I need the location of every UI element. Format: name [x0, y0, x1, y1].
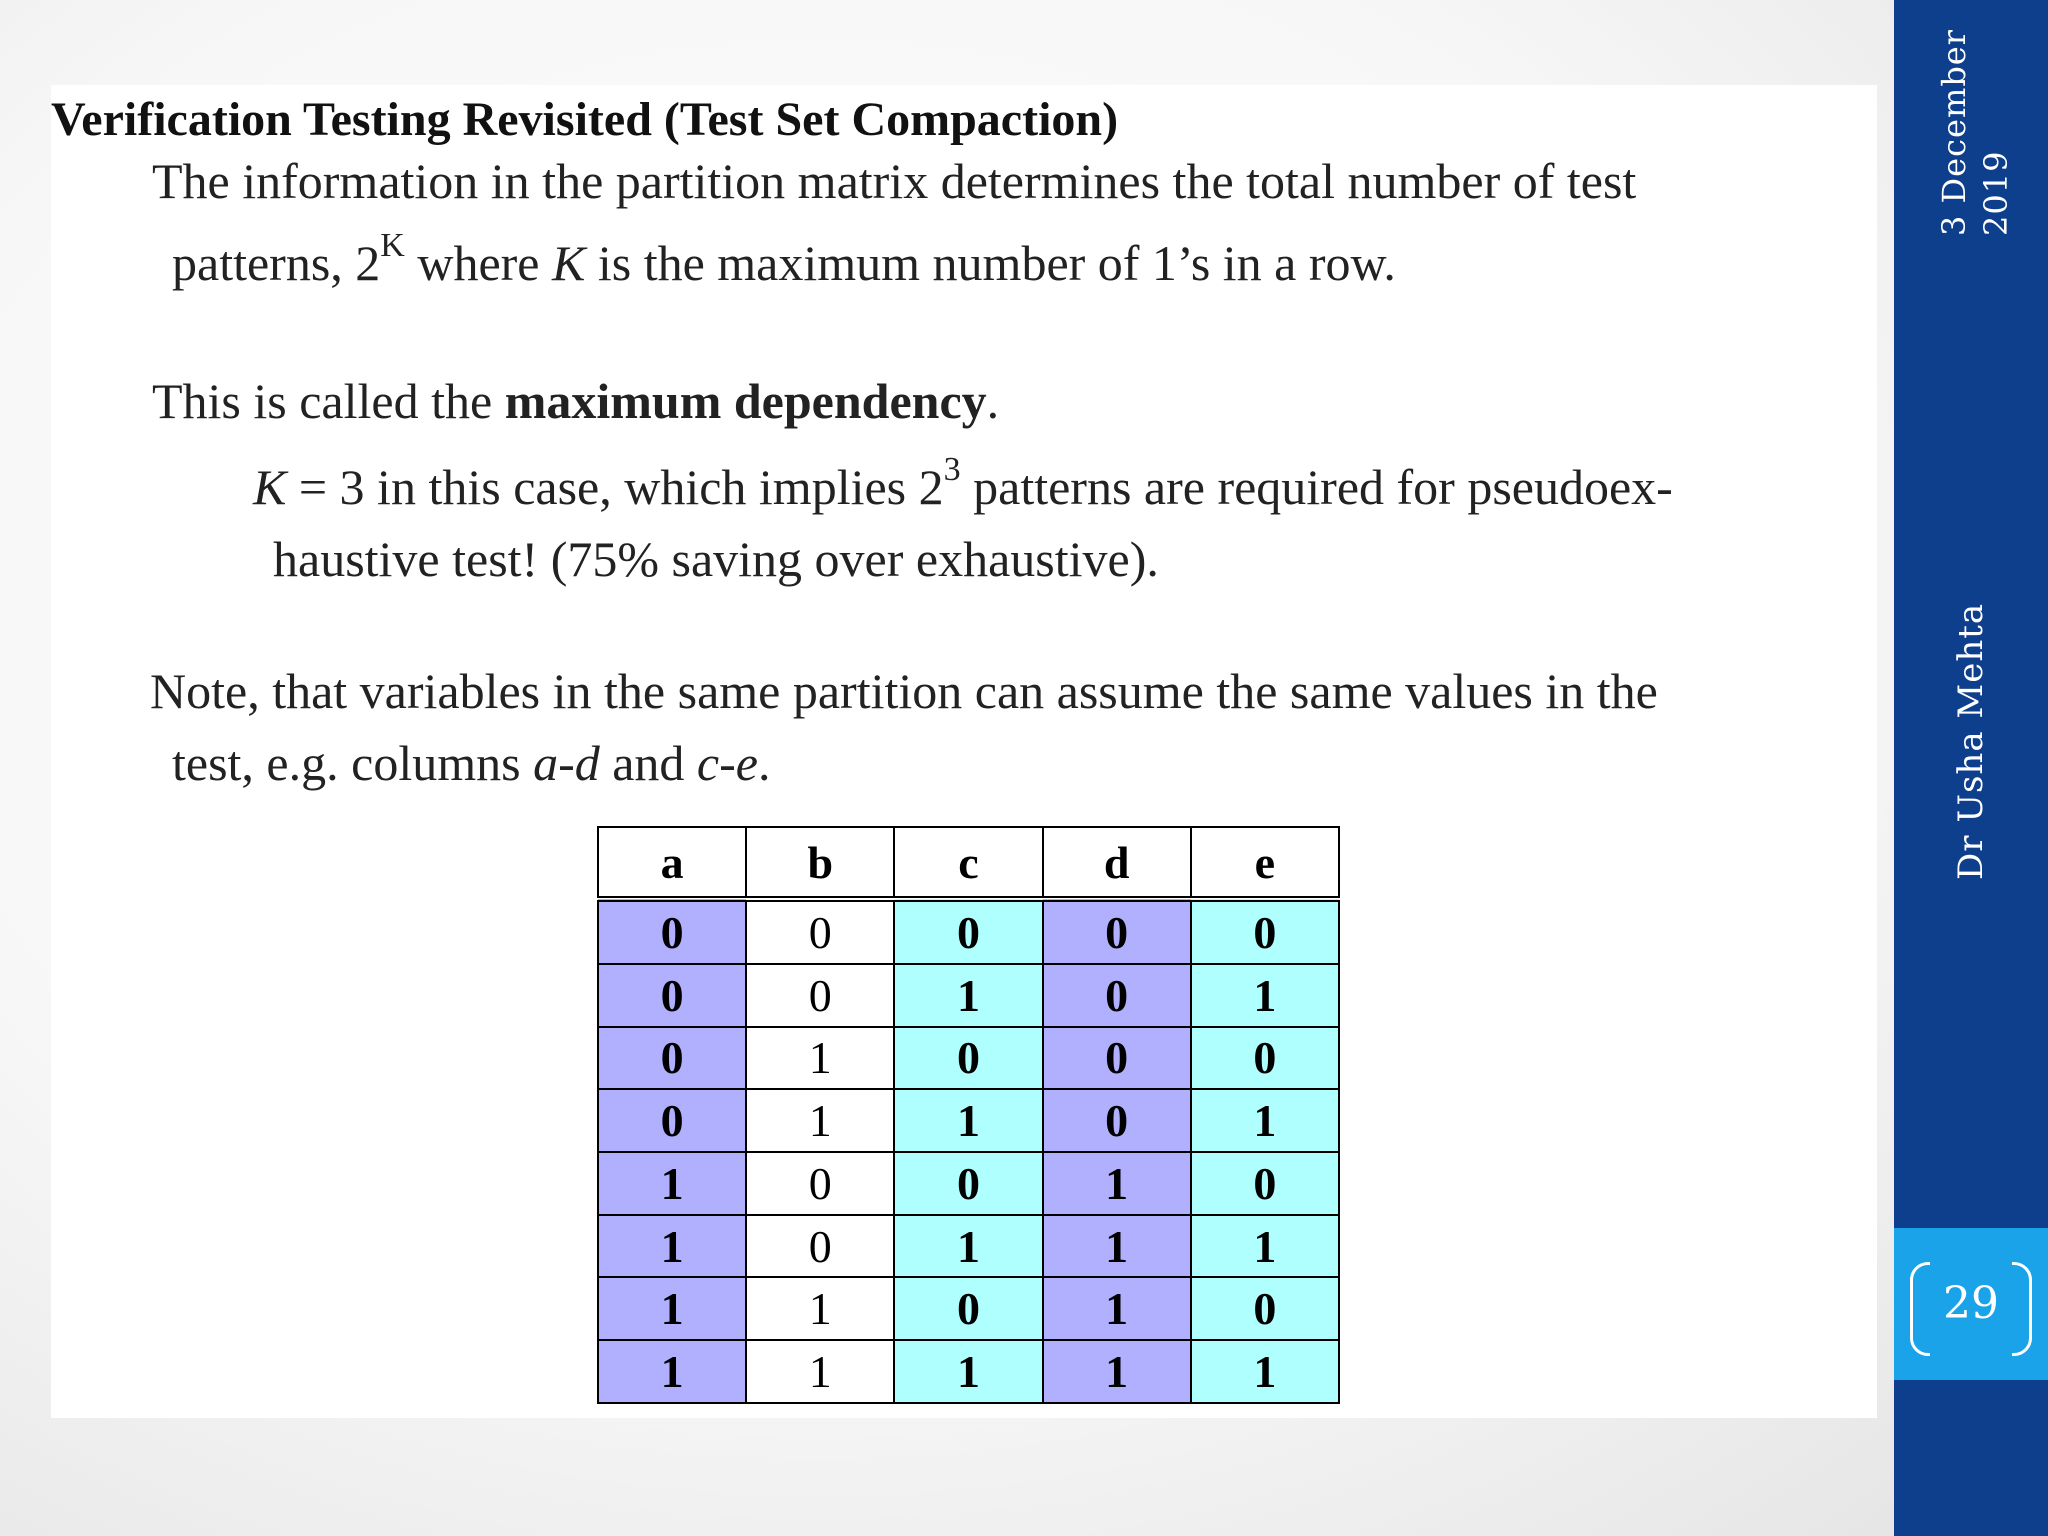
p3-superscript: 3 [943, 451, 961, 489]
sidebar-date-line-1: 3 December [1935, 28, 1973, 236]
partition-truth-table [597, 826, 1340, 1404]
table-cell-e: 1 [1191, 964, 1339, 1027]
sidebar-date-line-2: 2019 [1977, 150, 2015, 236]
paragraph-2 [152, 372, 999, 430]
sidebar-author: Dr Usha Mehta [1951, 602, 1991, 880]
column-header-e: e [1191, 827, 1339, 899]
paragraph-3-line-2: haustive test! (75% saving over exhaustive). [273, 531, 1159, 587]
table-row [598, 1340, 1339, 1403]
table-cell-e: 0 [1191, 1027, 1339, 1090]
table-cell-c: 0 [894, 899, 1042, 964]
column-header-d: d [1043, 827, 1191, 899]
p1-text-c: is the maximum number of 1’s in a row. [585, 235, 1396, 291]
table-cell-c: 0 [894, 1027, 1042, 1090]
p1-variable: K [552, 235, 586, 291]
paragraph-3-line-1 [253, 451, 1673, 516]
table-cell-b: 0 [746, 899, 894, 964]
table-cell-c: 0 [894, 1277, 1042, 1340]
table-cell-a: 1 [598, 1340, 746, 1403]
table-cell-e: 0 [1191, 899, 1339, 964]
table-cell-a: 1 [598, 1215, 746, 1278]
table-cell-b: 1 [746, 1027, 894, 1090]
table-cell-a: 0 [598, 1027, 746, 1090]
table-cell-b: 1 [746, 1277, 894, 1340]
table-cell-d: 0 [1043, 899, 1191, 964]
p3-text-b: patterns are required for pseudoex- [960, 459, 1673, 515]
table-cell-a: 1 [598, 1277, 746, 1340]
table-cell-e: 1 [1191, 1215, 1339, 1278]
table-cell-d: 1 [1043, 1215, 1191, 1278]
table-cell-b: 1 [746, 1340, 894, 1403]
table-cell-d: 0 [1043, 1089, 1191, 1152]
table-cell-e: 1 [1191, 1340, 1339, 1403]
p3-variable: K [253, 459, 287, 515]
table-cell-d: 1 [1043, 1152, 1191, 1215]
table-cell-b: 0 [746, 1152, 894, 1215]
table-row [598, 899, 1339, 964]
slide-title: Verification Testing Revisited (Test Set Compaction) [51, 93, 1119, 146]
table-row [598, 1215, 1339, 1278]
table-cell-a: 0 [598, 1089, 746, 1152]
paragraph-4-line-2 [172, 734, 770, 792]
p1-text-a: patterns, 2 [172, 235, 381, 291]
table-header-row [598, 827, 1339, 899]
p4-range-2: c-e [696, 735, 758, 791]
table-row [598, 1277, 1339, 1340]
table-cell-d: 1 [1043, 1340, 1191, 1403]
p1-text-b: where [404, 235, 552, 291]
column-header-a: a [598, 827, 746, 899]
p4-text-c: . [757, 735, 771, 791]
table-cell-b: 1 [746, 1089, 894, 1152]
table-row [598, 1152, 1339, 1215]
table-cell-c: 0 [894, 1152, 1042, 1215]
table-cell-a: 0 [598, 899, 746, 964]
p4-range-1: a-d [533, 735, 600, 791]
table-cell-b: 0 [746, 964, 894, 1027]
table-cell-c: 1 [894, 1215, 1042, 1278]
paragraph-1-line-2 [172, 227, 1396, 292]
table-cell-c: 1 [894, 1089, 1042, 1152]
table-cell-e: 1 [1191, 1089, 1339, 1152]
page-number: 29 [1943, 1278, 1999, 1329]
p4-text-a: test, e.g. columns [172, 735, 534, 791]
table-cell-a: 0 [598, 964, 746, 1027]
table-body [598, 899, 1339, 1403]
column-header-b: b [746, 827, 894, 899]
table-cell-e: 0 [1191, 1277, 1339, 1340]
table-cell-e: 0 [1191, 1152, 1339, 1215]
p4-text-b: and [599, 735, 697, 791]
table-cell-d: 0 [1043, 1027, 1191, 1090]
table-cell-b: 0 [746, 1215, 894, 1278]
p2-text-b: . [986, 373, 1000, 429]
table-cell-d: 0 [1043, 964, 1191, 1027]
partition-truth-table-container [597, 826, 1340, 1404]
table-row [598, 1027, 1339, 1090]
table-row [598, 1089, 1339, 1152]
table-cell-d: 1 [1043, 1277, 1191, 1340]
table-cell-c: 1 [894, 964, 1042, 1027]
table-cell-a: 1 [598, 1152, 746, 1215]
table-row [598, 964, 1339, 1027]
p2-text-a: This is called the [152, 373, 505, 429]
p3-text-a: = 3 in this case, which implies 2 [286, 459, 944, 515]
paragraph-4-line-1: Note, that variables in the same partition can assume the same values in the [150, 663, 1658, 719]
paragraph-1-line-1: The information in the partition matrix determines the total number of test [152, 153, 1637, 209]
column-header-c: c [894, 827, 1042, 899]
p2-bold-term: maximum dependency [504, 373, 987, 429]
table-cell-c: 1 [894, 1340, 1042, 1403]
p1-superscript: K [380, 227, 405, 265]
